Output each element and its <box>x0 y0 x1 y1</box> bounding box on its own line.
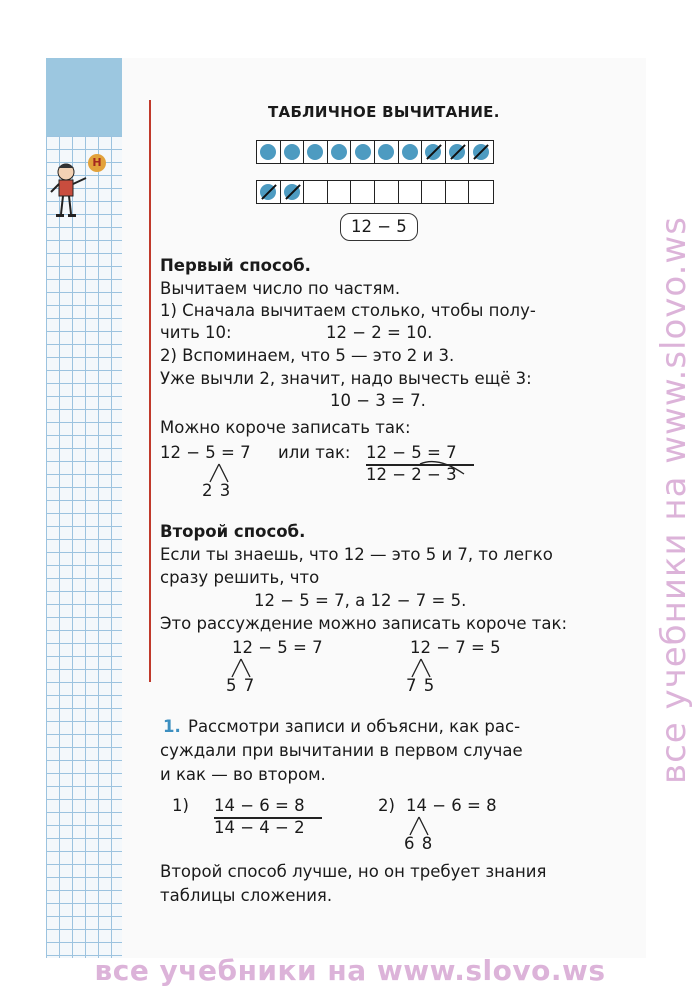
watermark-vertical <box>648 40 700 960</box>
method2-line: Если ты знаешь, что 12 — это 5 и 7, то легко <box>160 545 553 564</box>
method2-line: Это рассуждение можно записать короче так: <box>160 614 568 633</box>
cell <box>446 141 470 163</box>
method1-line: чить 10: <box>160 323 232 342</box>
counter-dot <box>378 144 394 160</box>
conclusion-line: таблицы сложения. <box>160 886 333 905</box>
cell <box>375 181 399 203</box>
section-badge: Н <box>88 154 106 172</box>
split-parts: 2 3 <box>202 481 231 500</box>
cell <box>304 141 328 163</box>
method2-line: 12 − 5 = 7, а 12 − 7 = 5. <box>254 591 467 610</box>
cell <box>351 181 375 203</box>
case2-label: 2) <box>378 796 395 815</box>
method1-line: 1) Сначала вычитаем столько, чтобы полу- <box>160 301 536 320</box>
counting-strip-bottom <box>256 180 494 204</box>
boy-character-icon <box>48 158 94 220</box>
watermark-text: все учебники на www.slovo.ws <box>654 216 694 784</box>
method1-line: Вычитаем число по частям. <box>160 279 401 298</box>
cell <box>257 141 281 163</box>
cell <box>328 181 352 203</box>
case1-label: 1) <box>172 796 189 815</box>
method1-line: Уже вычли 2, значит, надо вычесть ещё 3: <box>160 369 532 388</box>
example-a: 12 − 5 = 7 <box>232 638 323 657</box>
arc-mark <box>414 448 474 478</box>
split-parts: 7 5 <box>406 676 435 695</box>
method1-line: 12 − 2 = 10. <box>326 323 433 342</box>
cell <box>304 181 328 203</box>
margin-header-band <box>46 58 122 136</box>
method2-line: сразу решить, что <box>160 568 320 587</box>
method1-line: 10 − 3 = 7. <box>330 391 426 410</box>
cell <box>375 141 399 163</box>
cell <box>469 141 493 163</box>
case1-top: 14 − 6 = 8 <box>214 796 305 815</box>
short-form-a: 12 − 5 = 7 <box>160 443 251 462</box>
conclusion-line: Второй способ лучше, но он требует знания <box>160 862 547 881</box>
cell <box>257 181 281 203</box>
expression-box: 12 − 5 <box>340 213 418 241</box>
split-parts: 5 7 <box>226 676 255 695</box>
short-form-b-bottom: 12 − 2 − 3 <box>366 465 457 484</box>
exercise-line: Рассмотри записи и объясни, как рас- <box>188 717 521 736</box>
cell <box>469 181 493 203</box>
cell <box>422 181 446 203</box>
example-b: 12 − 7 = 5 <box>410 638 501 657</box>
counter-dot <box>402 144 418 160</box>
exercise-number: 1. <box>163 717 181 736</box>
method1-heading: Первый способ. <box>160 256 311 275</box>
counter-dot <box>331 144 347 160</box>
case1-bottom: 14 − 4 − 2 <box>214 818 305 837</box>
or-so-label: или так: <box>278 443 351 462</box>
margin-red-line <box>149 100 151 682</box>
case2-top: 14 − 6 = 8 <box>406 796 497 815</box>
cell <box>281 141 305 163</box>
exercise-line: и как — во втором. <box>160 765 326 784</box>
watermark-bottom: все учебники на www.slovo.ws <box>94 954 606 987</box>
method1-line: Можно короче записать так: <box>160 418 411 437</box>
short-form-b-top: 12 − 5 = 7 <box>366 443 457 462</box>
cell <box>399 141 423 163</box>
cell <box>399 181 423 203</box>
page-title: ТАБЛИЧНОЕ ВЫЧИТАНИЕ. <box>268 103 500 121</box>
cell <box>351 141 375 163</box>
exercise-line: суждали при вычитании в первом случае <box>160 741 523 760</box>
cell <box>422 141 446 163</box>
method1-line: 2) Вспоминаем, что 5 — это 2 и 3. <box>160 346 455 365</box>
cell <box>446 181 470 203</box>
counter-dot <box>307 144 323 160</box>
counter-dot <box>284 144 300 160</box>
cell <box>281 181 305 203</box>
split-parts: 6 8 <box>404 834 433 853</box>
cell <box>328 141 352 163</box>
counter-dot <box>355 144 371 160</box>
counting-strip-top <box>256 140 494 164</box>
counter-dot <box>260 144 276 160</box>
method2-heading: Второй способ. <box>160 522 306 541</box>
